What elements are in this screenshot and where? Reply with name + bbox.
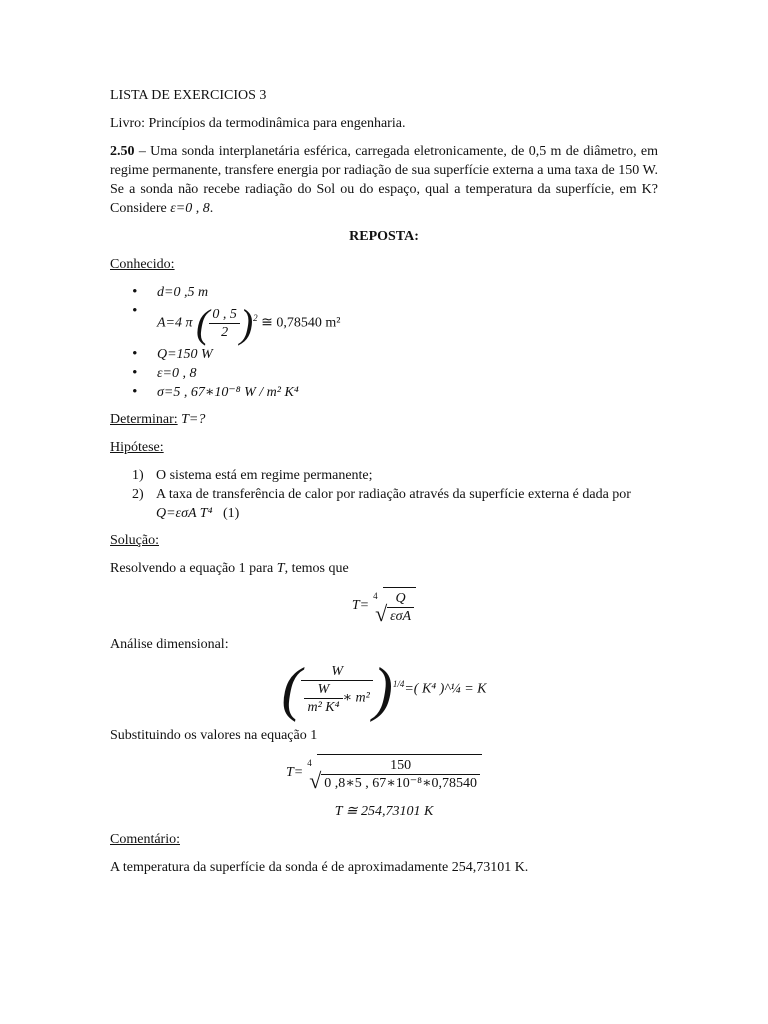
area-square: 2 (253, 313, 258, 324)
radiation-formula: Q=εσA T⁴ (156, 506, 213, 521)
dim-fraction (301, 663, 372, 716)
area-fraction (209, 306, 240, 341)
solve-T: T (276, 561, 285, 576)
equation-T (110, 587, 658, 625)
eq1-den: εσA (390, 609, 412, 624)
dim-paren-right: ) (372, 656, 393, 722)
root-symbol-2: √ (309, 768, 322, 793)
known-heat-rate (110, 345, 658, 364)
hypothesis-text-2: A taxa de transferência de calor por radiação através da superfície externa é dada por (156, 487, 631, 502)
area-num: 0 , 5 (209, 306, 240, 324)
known-area (110, 302, 658, 345)
solve-line (110, 559, 658, 578)
hypothesis-num-1: 1) (132, 468, 144, 483)
hypothesis-heading: Hipótese: (110, 440, 164, 455)
problem-statement (110, 142, 658, 218)
dim-inner-fraction (304, 681, 342, 716)
answer-heading: REPOSTA: (349, 229, 419, 244)
paren-right: ) (239, 301, 254, 346)
area-lhs: A=4 π (157, 315, 193, 331)
problem-number: 2.50 (110, 144, 135, 159)
document-page (110, 86, 658, 886)
hypothesis-list (110, 466, 658, 523)
problem-text: – Uma sonda interplanetária esférica, carregada eletronicamente, de 0,5 m de diâmetro, em regime permanente, transfere energia por radiação de sua superfície externa a uma taxa de 150 W. Se a sonda não recebe radiação do Sol ou do espaço, qual a temperatura da superfície, em K? Considere (110, 144, 658, 216)
dim-inner-num: W (304, 681, 342, 699)
solution-heading: Solução: (110, 533, 159, 548)
solve-text-b: , temos que (284, 561, 349, 576)
eq2-num: 150 (321, 757, 480, 775)
dim-rhs: =( K⁴ )^¼ = K (404, 681, 487, 697)
paren-left: ( (196, 301, 210, 346)
eq1-num: Q (387, 590, 414, 608)
dim-den (301, 681, 372, 716)
root-index: 4 (373, 591, 378, 601)
comment-heading: Comentário: (110, 832, 180, 847)
eq2-fraction (321, 757, 480, 792)
dim-inner-den: m² K⁴ (307, 700, 340, 715)
area-rhs: ≅ 0,78540 m² (261, 315, 341, 331)
area-den: 2 (221, 325, 229, 340)
hypothesis-item-2 (110, 485, 658, 523)
eq2-lhs: T= (285, 765, 304, 781)
heat-rate-text: Q=150 W (157, 347, 213, 362)
list-title: LISTA DE EXERCICIOS 3 (110, 88, 267, 103)
dim-times: ∗ m² (342, 690, 370, 706)
problem-end: . (209, 201, 214, 216)
hypothesis-text-1: O sistema está em regime permanente; (156, 468, 373, 483)
eq1-under (383, 587, 416, 625)
eq2-den: 0 ,8∗5 , 67∗10⁻⁸∗0,78540 (324, 776, 478, 791)
eq1-root (369, 587, 416, 625)
determine-line (110, 410, 658, 429)
known-heading: Conhecido: (110, 257, 175, 272)
comment-text: A temperatura da superfície da sonda é de aproximadamente 254,73101 K. (110, 860, 529, 875)
root-index-2: 4 (307, 758, 312, 768)
hypothesis-item-1 (110, 466, 658, 485)
dim-paren-left: ( (281, 656, 302, 722)
eq2-under (317, 754, 482, 792)
eq2-root (303, 754, 482, 792)
formula-ref: (1) (222, 506, 240, 521)
dim-num: W (301, 663, 372, 681)
equation-dimensional (110, 656, 658, 722)
result-line: T ≅ 254,73101 K (334, 804, 434, 819)
eq1-lhs: T= (351, 598, 370, 614)
eq1-fraction (387, 590, 414, 625)
known-sigma: • σ=5 , 67∗10⁻⁸ W / m² K⁴ (110, 383, 658, 402)
problem-epsilon: ε=0 , 8 (170, 201, 210, 216)
determine-label: Determinar: (110, 412, 178, 427)
dim-exponent: 1/4 (392, 679, 405, 690)
known-emissivity: • ε=0 , 8 (110, 364, 658, 383)
known-list (110, 283, 658, 402)
hypothesis-num-2: 2) (132, 487, 144, 502)
root-symbol: √ (375, 601, 388, 626)
solve-text-a: Resolvendo a equação 1 para (110, 561, 277, 576)
dimensional-label: Análise dimensional: (110, 637, 229, 652)
determine-value: T=? (181, 412, 206, 427)
equation-substituted (110, 754, 658, 792)
substitution-label: Substituindo os valores na equação 1 (110, 728, 318, 743)
book-reference: Livro: Princípios da termodinâmica para engenharia. (110, 116, 406, 131)
known-diameter: • d=0 ,5 m (110, 283, 658, 302)
